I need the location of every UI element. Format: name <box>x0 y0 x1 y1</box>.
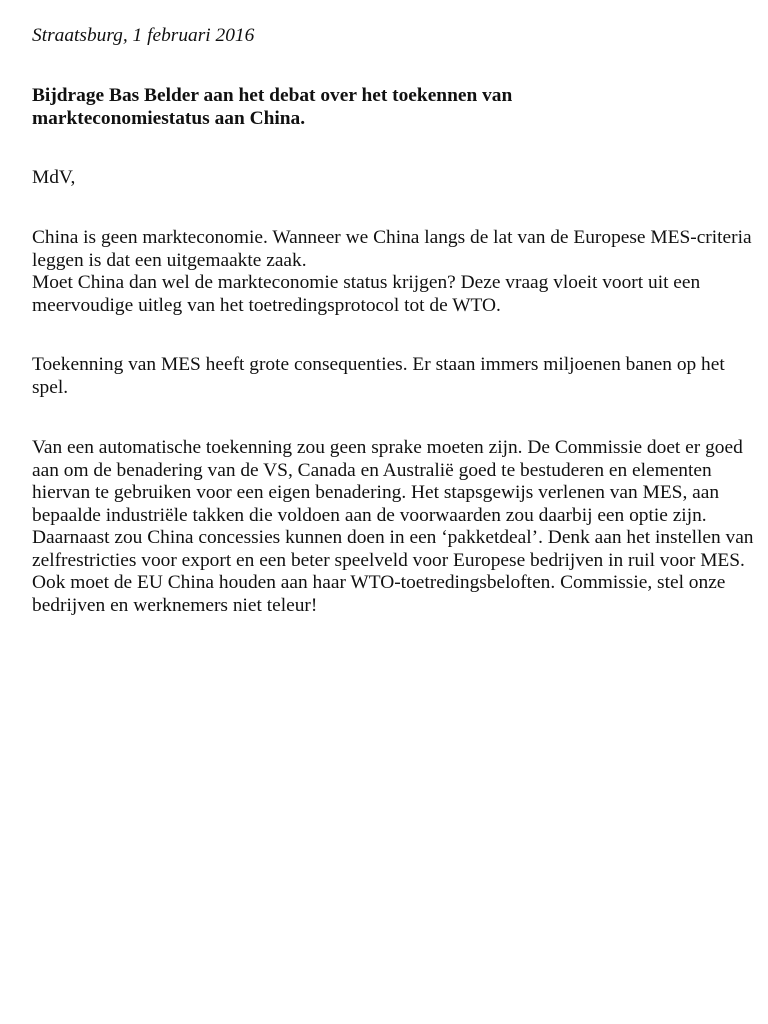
document-title: Bijdrage Bas Belder aan het debat over het toekennen van markteconomiestatus aan China. <box>32 85 513 129</box>
salutation: MdV, <box>32 167 76 188</box>
paragraph-1-sentence-1: China is geen markteconomie. Wanneer we China langs de lat van de Europese MES-criteria leggen is dat een uitgemaakte zaak. <box>32 227 752 271</box>
paragraph-1 <box>32 227 758 317</box>
paragraph-3: Van een automatische toekenning zou geen sprake moeten zijn. De Commissie doet er goed aan om de benadering van de VS, Canada en Australië goed te bestuderen en elementen hiervan te gebruiken voor een eigen benadering. Het stapsgewijs verlenen van MES, aan bepaalde industriële takken die voldoen aan de voorwaarden zou daarbij een optie zijn. Daarnaast zou China concessies kunnen doen in een ‘pakketdeal’. Denk aan het instellen van zelfrestricties voor export en een beter speelveld voor Europese bedrijven in ruil voor MES. Ook moet de EU China houden aan haar WTO-toetredingsbeloften. Commissie, stel onze bedrijven en werknemers niet teleur! <box>32 437 754 616</box>
paragraph-1-sentence-2: Moet China dan wel de markteconomie status krijgen? Deze vraag vloeit voort uit een meervoudige uitleg van het toetredingsprotocol tot de WTO. <box>32 272 701 316</box>
date-line: Straatsburg, 1 februari 2016 <box>32 25 255 46</box>
paragraph-2: Toekenning van MES heeft grote consequenties. Er staan immers miljoenen banen op het spel. <box>32 354 725 398</box>
